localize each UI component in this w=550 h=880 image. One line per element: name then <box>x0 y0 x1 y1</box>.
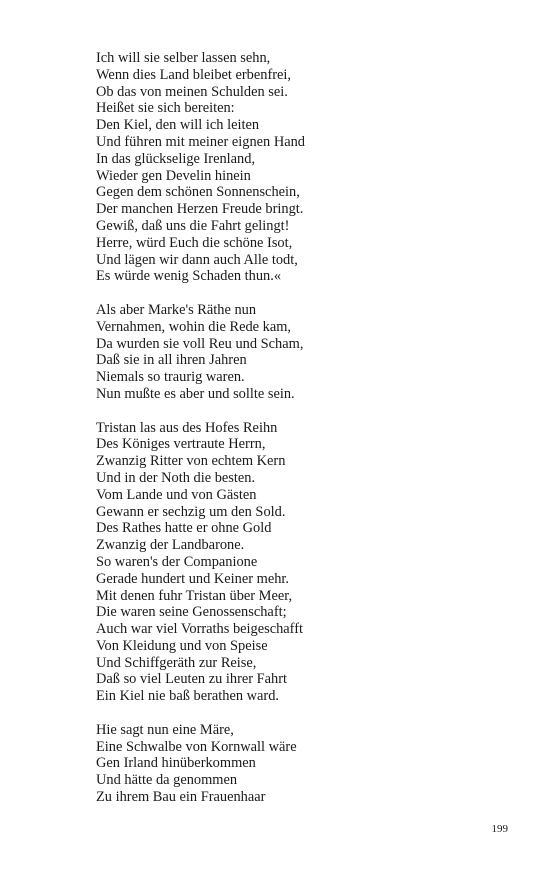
verse-line: Gen Irland hinüberkommen <box>96 755 256 772</box>
poem-text <box>96 50 516 823</box>
verse-line: Der manchen Herzen Freude bringt. <box>96 201 304 218</box>
verse-line: Ein Kiel nie baß berathen ward. <box>96 688 280 705</box>
verse-line: Die waren seine Genossenschaft; <box>96 604 287 621</box>
verse-line: Niemals so traurig waren. <box>96 369 245 386</box>
verse-line: Vom Lande und von Gästen <box>96 486 257 503</box>
verse-line: Vernahmen, wohin die Rede kam, <box>96 318 292 335</box>
verse-line: Und in der Noth die besten. <box>96 469 256 486</box>
verse-line: Von Kleidung und von Speise <box>96 637 268 654</box>
verse-line: Gerade hundert und Keiner mehr. <box>96 570 290 587</box>
verse-line: Ob das von meinen Schulden sei. <box>96 83 288 100</box>
verse-line: Eine Schwalbe von Kornwall wäre <box>96 738 297 755</box>
verse-line: Zwanzig Ritter von echtem Kern <box>96 453 286 470</box>
stanza-1 <box>96 50 516 285</box>
verse-line: Daß so viel Leuten zu ihrer Fahrt <box>96 671 288 688</box>
verse-line: Und lägen wir dann auch Alle todt, <box>96 251 298 268</box>
verse-line: Den Kiel, den will ich leiten <box>96 117 260 134</box>
verse-line: Nun mußte es aber und sollte sein. <box>96 385 295 402</box>
stanza-2 <box>96 302 516 403</box>
stanza-4 <box>96 722 516 806</box>
verse-line: Daß sie in all ihren Jahren <box>96 352 247 369</box>
verse-line: Hie sagt nun eine Märe, <box>96 721 234 738</box>
verse-line: Tristan las aus des Hofes Reihn <box>96 419 278 436</box>
verse-line: Wenn dies Land bleibet erbenfrei, <box>96 66 292 83</box>
verse-line: Zwanzig der Landbarone. <box>96 537 245 554</box>
page-number: 199 <box>491 823 508 835</box>
stanza-3 <box>96 420 516 706</box>
verse-line: Es würde wenig Schaden thun.« <box>96 268 282 285</box>
verse-line: Mit denen fuhr Tristan über Meer, <box>96 587 293 604</box>
verse-line: Gegen dem schönen Sonnenschein, <box>96 184 300 201</box>
verse-line: Heißet sie sich bereiten: <box>96 100 235 117</box>
verse-line: Gewann er sechzig um den Sold. <box>96 503 286 520</box>
verse-line: Des Königes vertraute Herrn, <box>96 436 266 453</box>
verse-line: Und Schiffgeräth zur Reise, <box>96 654 257 671</box>
verse-line: So waren's der Companione <box>96 553 258 570</box>
verse-line: Da wurden sie voll Reu und Scham, <box>96 335 304 352</box>
verse-line: Zu ihrem Bau ein Frauenhaar <box>96 789 266 806</box>
verse-line: In das glückselige Irenland, <box>96 150 256 167</box>
verse-line: Und hätte da genommen <box>96 772 238 789</box>
verse-line: Des Rathes hatte er ohne Gold <box>96 520 272 537</box>
verse-line: Herre, würd Euch die schöne Isot, <box>96 234 293 251</box>
verse-line: Gewiß, daß uns die Fahrt gelingt! <box>96 217 290 234</box>
verse-line: Wieder gen Develin hinein <box>96 167 251 184</box>
verse-line: Und führen mit meiner eignen Hand <box>96 133 306 150</box>
verse-line: Ich will sie selber lassen sehn, <box>96 50 271 66</box>
verse-line: Auch war viel Vorraths beigeschafft <box>96 621 304 638</box>
verse-line: Als aber Marke's Räthe nun <box>96 301 257 318</box>
